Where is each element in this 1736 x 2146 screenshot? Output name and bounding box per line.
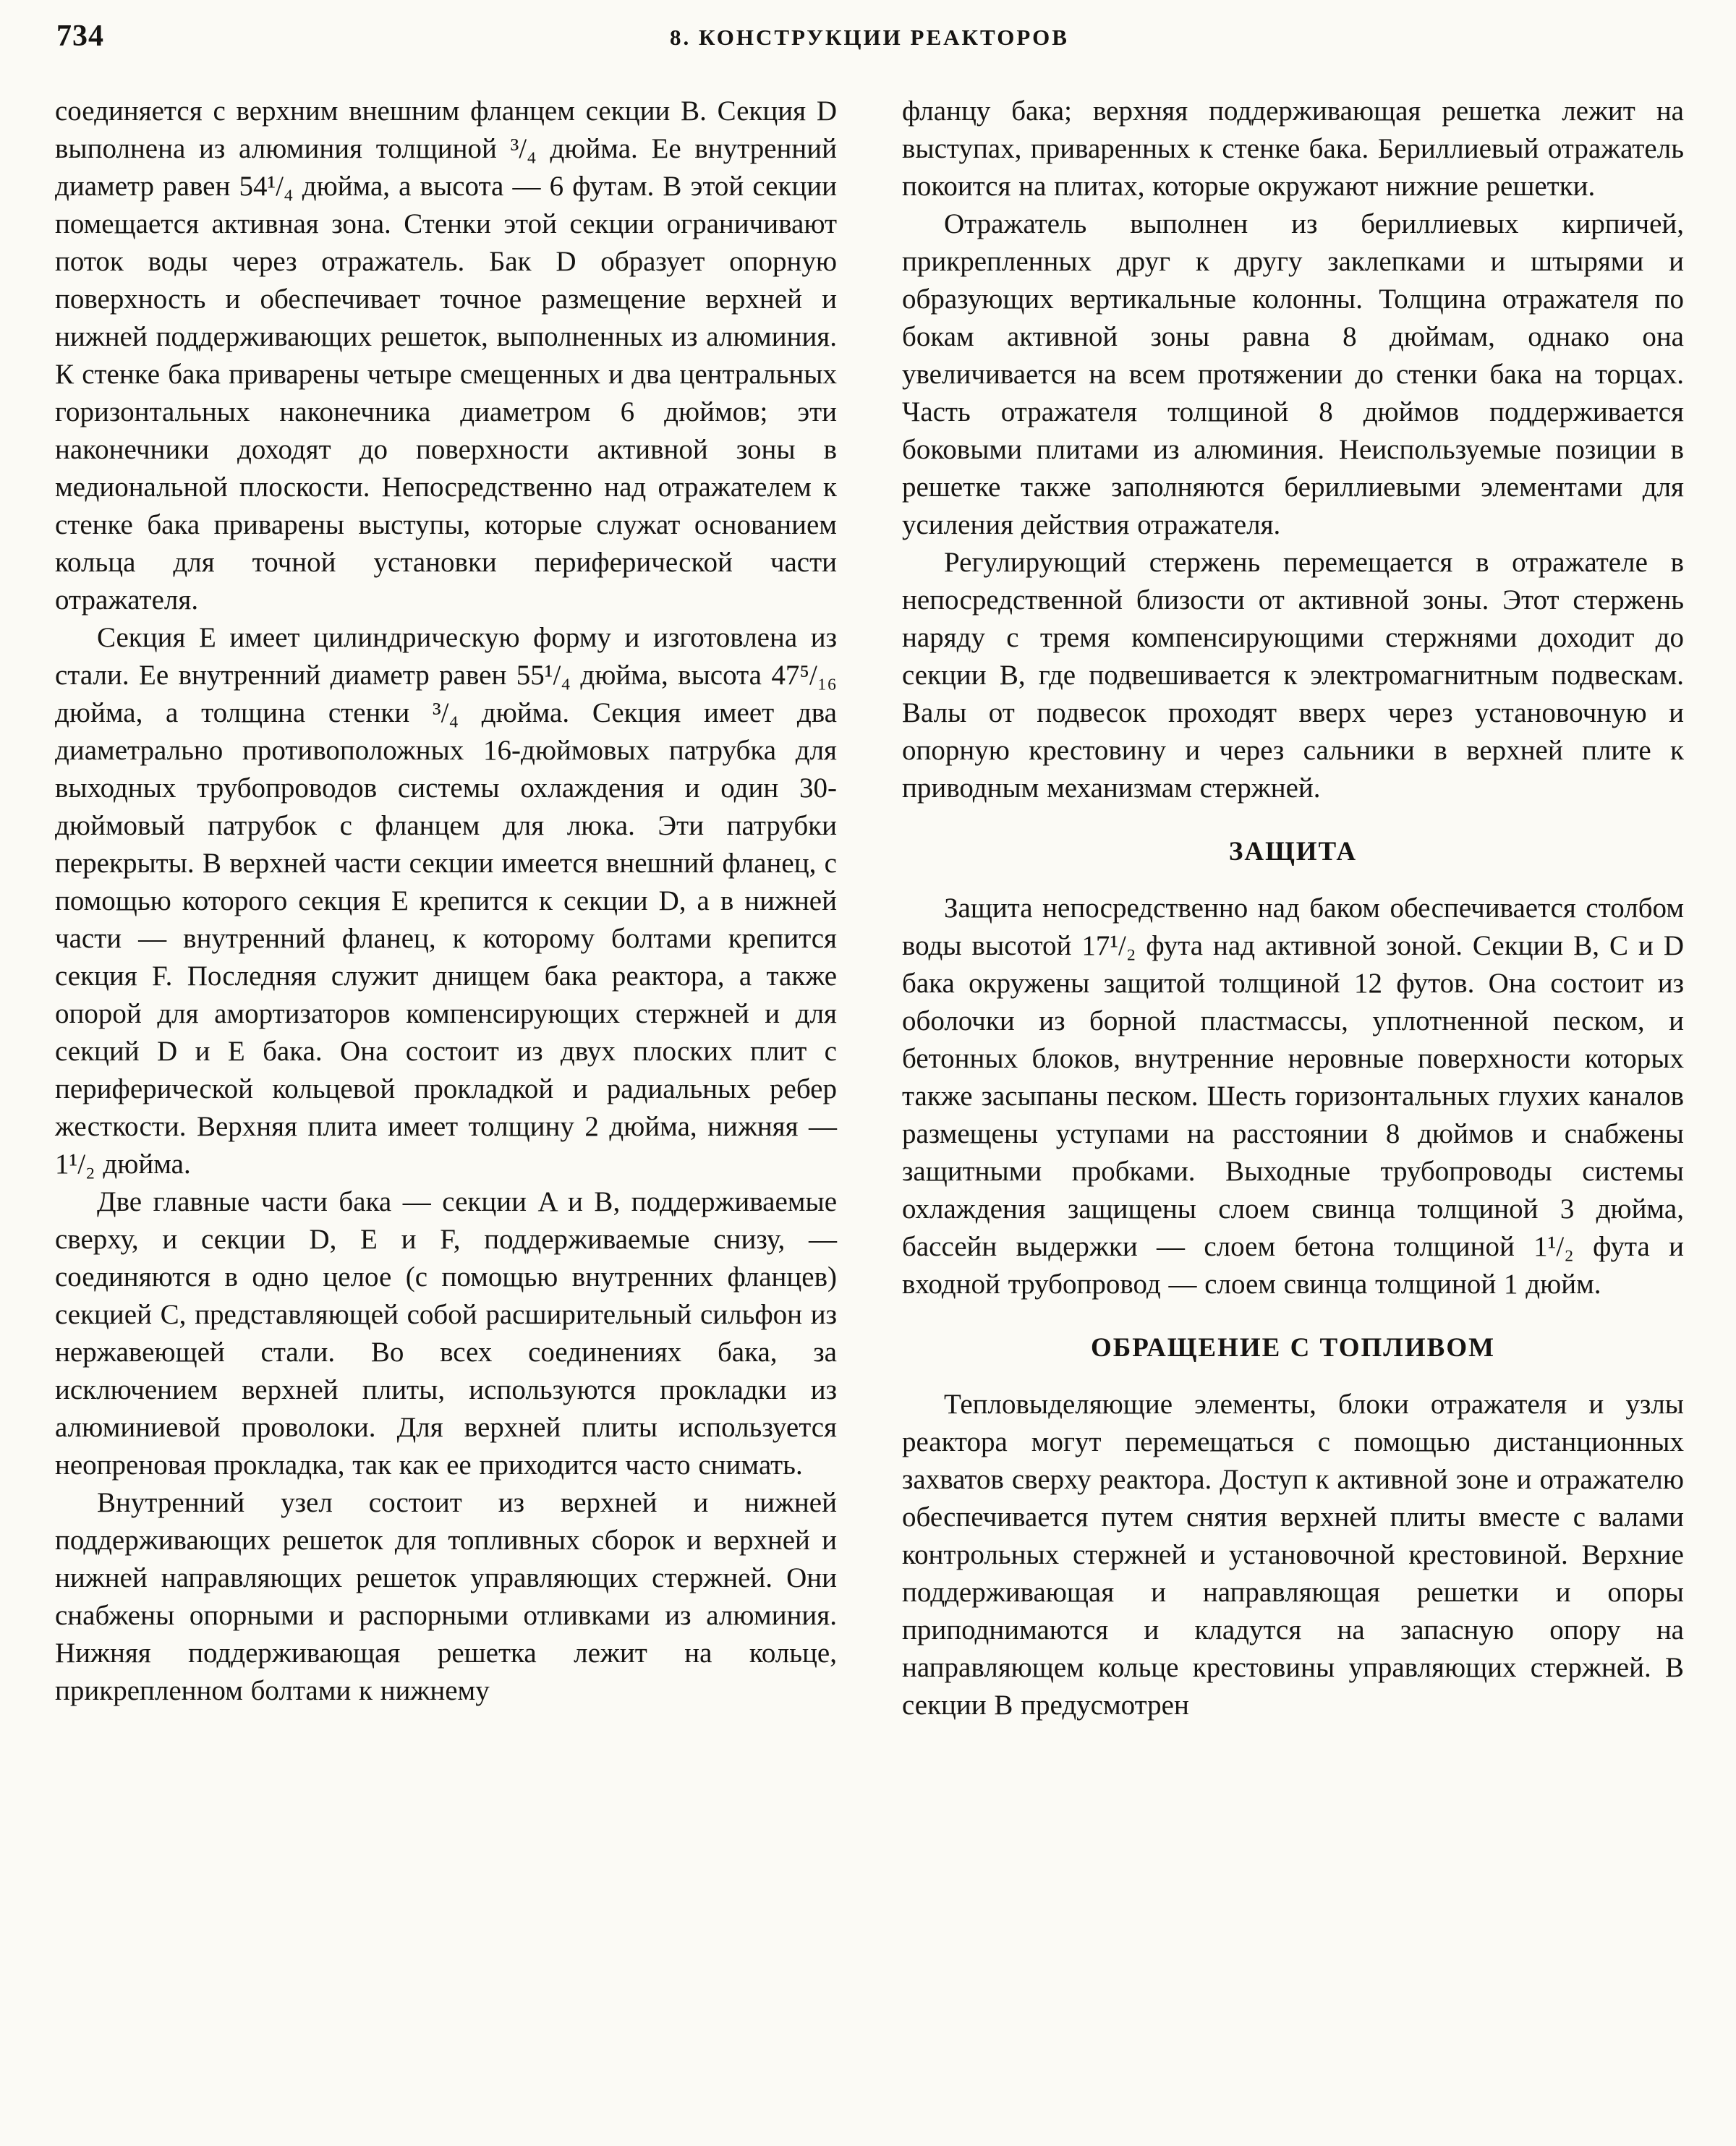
paragraph: Тепловыделяющие элементы, блоки отражателя и узлы реактора могут перемещаться с помощью дистанционных захватов сверху реактора. Доступ к активной зоне и отражателю обеспечивается путем снятия верхней плиты вместе с валами контрольных стержней и установочной крестовиной. Верхние поддерживающая и направляющая решетки и опоры приподнимаются и кладутся на запасную опору на направляющем кольце крестовины управляющих стержней. В секции B предусмотрен [902,1389,1684,1721]
paragraph: Секция E имеет цилиндрическую форму и изготовлена из стали. Ее внутренний диаметр равен 55¹/₄ дюйма, высота 47⁵/₁₆ дюйма, а толщина стенки ³/₄ дюйма. Секция имеет два диаметрально противоположных 16-дюймовых патрубка для выходных трубопроводов системы охлаждения и один 30-дюймовый патрубок с фланцем для люка. Эти патрубки перекрыты. В верхней части секции имеется внешний фланец, с помощью которого секция E крепится к секции D, а в нижней части — внутренний фланец, к которому болтами крепится секция F. Последняя служит днищем бака реактора, а также опорой для амортизаторов компенсирующих стержней и для секций D и E бака. Она состоит из двух плоских плит с периферической кольцевой прокладкой и радиальных ребер жесткости. Верхняя плита имеет толщину 2 дюйма, нижняя — 1¹/₂ дюйма. [55,622,837,1180]
paragraph: Отражатель выполнен из бериллиевых кирпичей, прикрепленных друг к другу заклепками и штырями и образующих вертикальные колонны. Толщина отражателя по бокам активной зоны равна 8 дюймам, однако она увеличивается на всем протяжении до стенки бака на торцах. Часть отражателя толщиной 8 дюймов поддерживается боковыми плитами из алюминия. Неиспользуемые позиции в решетке также заполняются бериллиевыми элементами для усиления действия отражателя. [902,208,1684,540]
left-column [55,93,837,1724]
paragraph: Регулирующий стержень перемещается в отражателе в непосредственной близости от активной зоны. Этот стержень наряду с тремя компенсирующими стержнями доходит до секции B, где подвешивается к электромагнитным подвескам. Валы от подвесок проходят вверх через установочную и опорную крестовину и через сальники в верхней плите к приводным механизмам стержней. [902,547,1684,804]
paragraph: Внутренний узел состоит из верхней и нижней поддерживающих решеток для топливных сборок и верхней и нижней направляющих решеток управляющих стержней. Они снабжены опорными и распорными отливками из алюминия. Нижняя поддерживающая решетка лежит на кольце, прикрепленном болтами к нижнему [55,1487,837,1706]
paragraph: Две главные части бака — секции A и B, поддерживаемые сверху, и секции D, E и F, поддерживаемые снизу, — соединяются в одно целое (с помощью внутренних фланцев) секцией C, представляющей собой расширительный сильфон из нержавеющей стали. Во всех соединениях бака, за исключением верхней плиты, используются прокладки из алюминиевой проволоки. Для верхней плиты используется неопреновая прокладка, так как ее приходится часто снимать. [55,1186,837,1481]
section-heading-protection: ЗАЩИТА [1228,837,1358,867]
two-column-text [55,93,1684,1724]
paragraph-continued: соединяется с верхним внешним фланцем секции B. Секция D выполнена из алюминия толщиной ³/₄ дюйма. Ее внутренний диаметр равен 54¹/₄ дюйма, а высота — 6 футам. В этой секции помещается активная зона. Стенки этой секции ограничивают поток воды через отражатель. Бак D образует опорную поверхность и обеспечивает точное размещение верхней и нижней поддерживающих решеток, выполненных из алюминия. К стенке бака приварены четыре смещенных и два центральных горизонтальных наконечника диаметром 6 дюймов; эти наконечники доходят до поверхности активной зоны в медиональной плоскости. Непосредственно над отражателем к стенке бака приварены выступы, которые служат основанием кольца для точной установки периферической части отражателя. [55,95,837,616]
section-heading-fuel-handling: ОБРАЩЕНИЕ С ТОПЛИВОМ [1090,1333,1496,1363]
paragraph-continued: фланцу бака; верхняя поддерживающая решетка лежит на выступах, приваренных к стенке бака. Бериллиевый отражатель покоится на плитах, которые окружают нижние решетки. [902,95,1684,202]
right-column [902,93,1684,1724]
running-title: 8. КОНСТРУКЦИИ РЕАКТОРОВ [670,25,1069,50]
page-number: 734 [56,20,104,53]
paragraph: Защита непосредственно над баком обеспечивается столбом воды высотой 17¹/₂ фута над активной зоной. Секции B, C и D бака окружены защитой толщиной 12 футов. Она состоит из оболочки из борной пластмассы, уплотненной песком, и бетонных блоков, внутренние неровные поверхности которых также засыпаны песком. Шесть горизонтальных глухих каналов размещены уступами на расстоянии 8 дюймов и снабжены защитными пробками. Выходные трубопроводы системы охлаждения защищены слоем свинца толщиной 3 дюйма, бассейн выдержки — слоем бетона толщиной 1¹/₂ фута и входной трубопровод — слоем свинца толщиной 1 дюйм. [902,893,1684,1300]
running-header [55,19,1684,61]
